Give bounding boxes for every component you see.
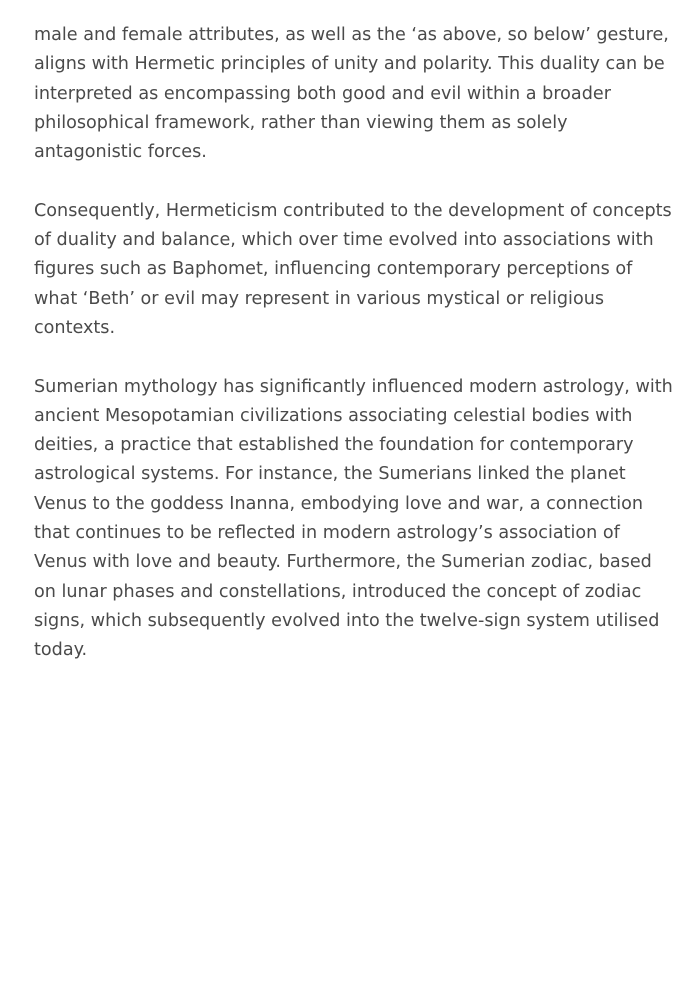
paragraph-hermeticism-baphomet: Consequently, Hermeticism contributed to the development of concepts of duality and balance, which over time evolved into associations with figures such as Baphomet, influencing contemporary perceptions of what ‘Beth’ or evil may represent in various mystical or religious contexts. (34, 200, 672, 338)
paragraph-sumerian-astrology: Sumerian mythology has significantly influenced modern astrology, with ancient Mesopotamian civilizations associating celestial bodies with deities, a practice that established the foundation for contemporary astrological systems. For instance, the Sumerians linked the planet Venus to the goddess Inanna, embodying love and war, a connection that continues to be reflected in modern astrology’s association of Venus with love and beauty. Furthermore, the Sumerian zodiac, based on lunar phases and constellations, introduced the concept of zodiac signs, which subsequently evolved into the twelve-sign system utilised today. (34, 376, 673, 661)
paragraph-hermetic-duality: male and female attributes, as well as the ‘as above, so below’ gesture, aligns with Hermetic principles of unity and polarity. This duality can be interpreted as encompassing both good and evil within a broader philosophical framework, rather than viewing them as solely antagonistic forces. (34, 25, 669, 163)
article-body (34, 21, 674, 666)
